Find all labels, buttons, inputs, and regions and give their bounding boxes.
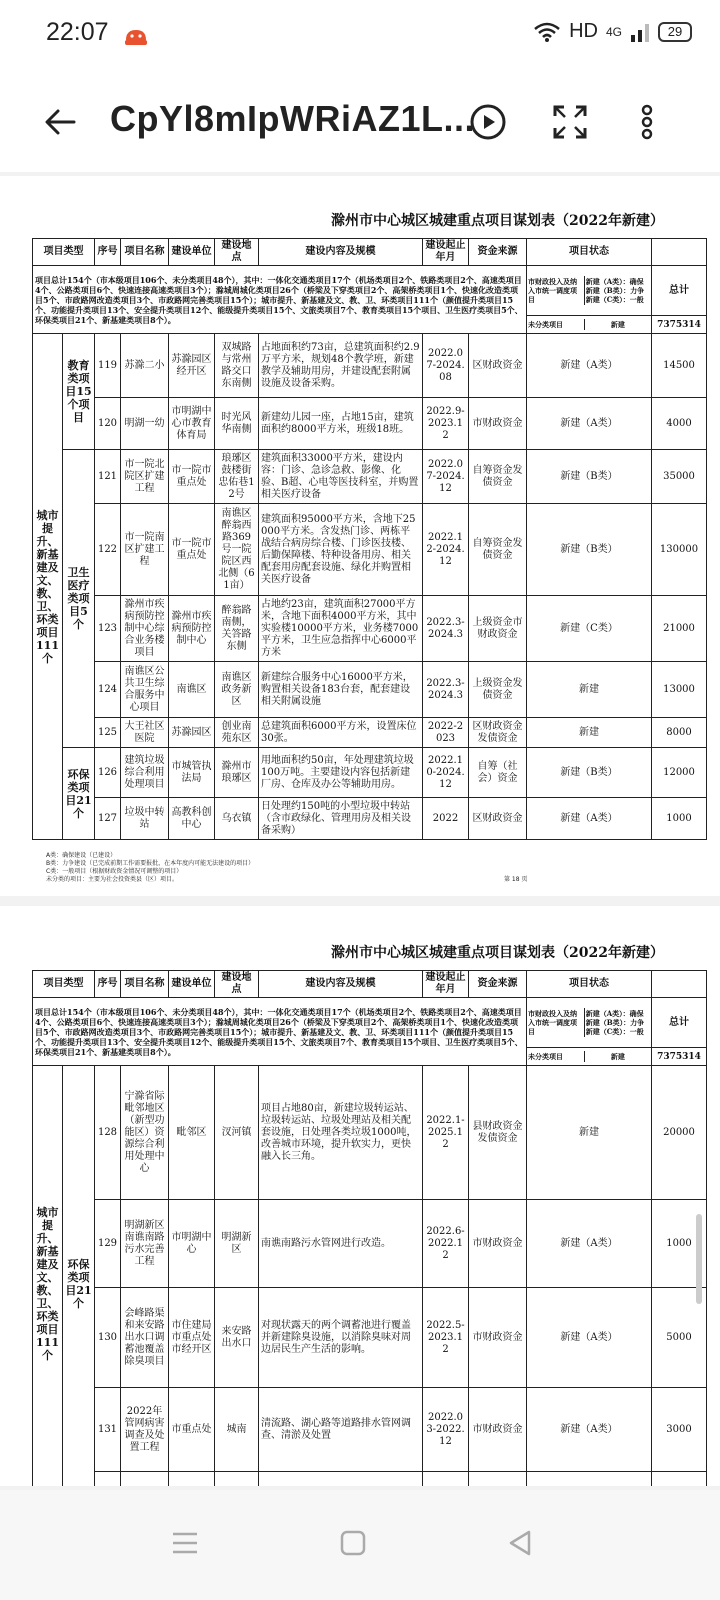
wifi-icon <box>533 21 561 43</box>
row-content: 新建综合服务中心16000平方米，购置相关设备183台套，配套建设相关附属设施 <box>259 662 423 718</box>
row-location: 南谯区政务新区 <box>215 662 259 718</box>
page-title: 滁州市中心城区城建重点项目谋划表（2022年新建） <box>331 945 664 961</box>
row-content: 建筑面积95000平方米，含地下25000平方米。含发热门诊、两栋平战结合病房综合楼、门诊医技楼、后勤保障楼、特种设备用房、相关配套用房配套设施、绿化并购置相关医疗设备 <box>259 504 423 596</box>
row-funding: 市财政资金 <box>469 1388 527 1472</box>
sub-category-env: 环保类项目21个 <box>63 748 95 840</box>
table-row <box>33 1472 707 1487</box>
battery-level: 29 <box>667 23 683 39</box>
header-funding: 资金来源 <box>469 971 527 998</box>
footnote: 未分类的项目：主要为社会投资类县（区）项目。 <box>46 876 179 883</box>
table-row <box>33 398 707 450</box>
row-location: 时光风华南侧 <box>215 398 259 450</box>
row-content: 清流路、湖心路等道路排水管网调查、清淤及处置 <box>259 1388 423 1472</box>
row-funding: 区财政资金发债资金 <box>469 718 527 748</box>
app-notification-icon <box>122 22 150 50</box>
row-name: 市一院南区扩建工程 <box>121 504 169 596</box>
row-location: 明湖新区 <box>215 1200 259 1288</box>
row-amount: 4000 <box>652 398 707 450</box>
header-row <box>33 239 707 266</box>
row-name: 垃圾中转站 <box>121 798 169 840</box>
status-legend <box>527 266 652 316</box>
row-no: 121 <box>95 450 121 504</box>
table-row <box>33 596 707 662</box>
status-header-mid: 新建（A类）：确保 新建（B类）：力争 新建（C类）：一般 <box>585 277 645 304</box>
header-location: 建设地点 <box>215 971 259 998</box>
row-unit: 市明湖中心市教育体育局 <box>169 398 215 450</box>
row-period: 2022.07-2024.12 <box>423 450 469 504</box>
row-status: 新建（A类） <box>527 1200 652 1288</box>
page-title: 滁州市中心城区城建重点项目谋划表（2022年新建） <box>331 213 664 229</box>
row-funding: 市财政资金 <box>469 1200 527 1288</box>
row-amount: 20000 <box>652 1066 707 1200</box>
project-table <box>32 238 707 840</box>
scrollbar-thumb[interactable] <box>696 1214 702 1304</box>
row-funding: 县财政资金发债资金 <box>469 1066 527 1200</box>
table-row <box>33 504 707 596</box>
row-unit: 南谯区 <box>169 662 215 718</box>
table-row <box>33 1200 707 1288</box>
row-content: 日处理约150吨的小型垃圾中转站（含市政绿化、管理用房及相关设备采购） <box>259 798 423 840</box>
system-navigation-bar <box>0 1490 720 1600</box>
row-status: 新建（A类） <box>527 334 652 398</box>
unclassified-label: 未分类项目 <box>527 319 585 330</box>
more-options-icon[interactable] <box>632 102 662 142</box>
row-period: 2022.3-2024.3 <box>423 596 469 662</box>
row-name: 建筑垃圾综合利用处理项目 <box>121 748 169 798</box>
table-row <box>33 1288 707 1388</box>
row-no: 119 <box>95 334 121 398</box>
row-name: 会峰路渠和来安路出水口调蓄池覆盖除臭项目 <box>121 1288 169 1388</box>
row-content: 南谯南路污水管网进行改造。 <box>259 1200 423 1288</box>
row-status: 新建（A类） <box>527 1288 652 1388</box>
row-period: 2022-2023 <box>423 718 469 748</box>
header-status: 项目状态 <box>527 971 652 998</box>
header-unit: 建设单位 <box>169 971 215 998</box>
project-table <box>32 970 707 1486</box>
row-amount: 13000 <box>652 662 707 718</box>
header-type: 项目类型 <box>33 971 95 998</box>
row-amount: 12000 <box>652 748 707 798</box>
header-period: 建设起止年月 <box>423 971 469 998</box>
row-no: 126 <box>95 748 121 798</box>
row-status: 新建（B类） <box>527 504 652 596</box>
header-unit: 建设单位 <box>169 239 215 266</box>
table-row <box>33 718 707 748</box>
row-status: 新建 <box>527 1066 652 1200</box>
app-bar <box>0 72 720 172</box>
category-main: 城市提升、新基建及文、教、卫、环类项目111个 <box>33 1066 63 1487</box>
row-content: 总建筑面积6000平方米，设置床位30张。 <box>259 718 423 748</box>
summary-row <box>33 266 707 316</box>
row-name: 滁州市疾病预防控制中心综合业务楼项目 <box>121 596 169 662</box>
row-unit: 苏滁园区经开区 <box>169 334 215 398</box>
row-funding: 市财政资金 <box>469 398 527 450</box>
row-amount: 3000 <box>652 1388 707 1472</box>
row-no: 125 <box>95 718 121 748</box>
row-name: 大王社区医院 <box>121 718 169 748</box>
footnote: C类：一般项目（根据财政资金情况可调整的项目） <box>46 868 183 875</box>
row-period: 2022.12-2024.12 <box>423 504 469 596</box>
row-unit: 苏滁园区 <box>169 718 215 748</box>
row-content: 项目占地80亩，新建垃圾转运站、垃圾转运站、垃圾处理站及相关配套设施，日处理各类垃圾1000吨，改善城市环境，提升软实力，更快融入长三角。 <box>259 1066 423 1200</box>
summary-text: 项目总计154个（市本级项目106个、未分类项目48个），其中：一体化交通类项目17个（机场类项目2个、铁路类项目2个、高速类项目4个、公路类项目6个、快速连接高速类项目3个）；滁城周城化类项目26个（桥梁及下穿类项目2个、高架桥类项目1个、快速化改造类项目5个、市政路网改造类项目3个、市政路网完善类项目15个）；城市提升、新基建及文、教、卫、环类项目111个（颜值提升类项目15个、功能提升类项目13个、安全提升类项目12个、能级提升类项目15个、文旅类项目7个、教育类项目15个项目、卫生医疗类项目5个、环保类项目21个、新基建类项目8个）。 <box>33 998 527 1066</box>
status-header-left: 市财政投入及纳入市统一调度项目 <box>527 276 585 305</box>
row-unit: 市一院市重点处 <box>169 450 215 504</box>
row-location: 南谯区醉翁西路369号一院院区西北侧（61亩） <box>215 504 259 596</box>
row-status: 新建（B类） <box>527 450 652 504</box>
row-amount: 130000 <box>652 504 707 596</box>
unclassified-status: 新建 <box>610 320 625 329</box>
row-status: 新建（C类） <box>527 596 652 662</box>
row-status: 新建（A类） <box>527 398 652 450</box>
back-icon[interactable] <box>505 1528 535 1558</box>
unclassified-status: 新建 <box>610 1052 625 1061</box>
row-period: 2022.5-2023.12 <box>423 1288 469 1388</box>
total-label: 总计 <box>652 266 707 316</box>
header-period: 建设起止年月 <box>423 239 469 266</box>
page-number: 第 18 页 <box>504 876 528 883</box>
row-status: 新建 <box>527 718 652 748</box>
document-title: CpYl8mIpWRiAZ1L... <box>110 98 476 139</box>
row-no: 127 <box>95 798 121 840</box>
status-icons <box>533 20 692 43</box>
header-funding: 资金来源 <box>469 239 527 266</box>
footnote: A类：确保建设（已建设） <box>46 852 117 859</box>
summary-row <box>33 998 707 1048</box>
menu-icon[interactable] <box>170 1528 200 1558</box>
total-label: 总计 <box>652 998 707 1048</box>
row-location: 创业南苑东区 <box>215 718 259 748</box>
row-no: 123 <box>95 596 121 662</box>
row-content: 新建幼儿园一座，占地15亩，建筑面积约8000平方米，班级18班。 <box>259 398 423 450</box>
fullscreen-icon[interactable] <box>552 104 588 140</box>
row-content: 占地约23亩，建筑面积27000平方米，含地下面积4000平方米，其中实验楼10000平方米，业务楼7000平方米，卫生应急指挥中心6000平方米 <box>259 596 423 662</box>
row-funding: 上级资金市财政资金 <box>469 596 527 662</box>
pdf-page-2[interactable] <box>0 906 720 1486</box>
status-time: 22:07 <box>46 18 109 46</box>
row-period: 2022.3-2024.3 <box>423 662 469 718</box>
row-amount: 1000 <box>652 1200 707 1288</box>
status-bar <box>0 0 720 72</box>
row-amount: 1000 <box>652 798 707 840</box>
header-name: 项目名称 <box>121 971 169 998</box>
row-no: 131 <box>95 1388 121 1472</box>
row-name: 明湖一幼 <box>121 398 169 450</box>
row-location: 城南 <box>215 1388 259 1472</box>
category-main: 城市提升、新基建及文、教、卫、环类项目111个 <box>33 334 63 840</box>
row-name: 市一院北院区扩建工程 <box>121 450 169 504</box>
row-unit: 市明湖中心 <box>169 1200 215 1288</box>
row-name: 南谯区公共卫生综合服务中心项目 <box>121 662 169 718</box>
row-status: 新建（A类） <box>527 1388 652 1472</box>
row-no: 120 <box>95 398 121 450</box>
row-content: 用地面积约50亩，年处理建筑垃圾100万吨。主要建设内容包括新建厂房、仓库及办公等辅助用房。 <box>259 748 423 798</box>
header-content: 建设内容及规模 <box>259 239 423 266</box>
row-period: 2022.03-2022.12 <box>423 1388 469 1472</box>
row-unit: 市重点处 <box>169 1388 215 1472</box>
row-status: 新建 <box>527 662 652 718</box>
header-status: 项目状态 <box>527 239 652 266</box>
row-amount: 35000 <box>652 450 707 504</box>
table-row <box>33 334 707 398</box>
row-period: 2022.1-2025.12 <box>423 1066 469 1200</box>
footnotes <box>46 852 254 884</box>
play-icon[interactable] <box>468 102 508 142</box>
row-unit: 市一院市重点处 <box>169 504 215 596</box>
row-location: 双城路与常州路交口东南侧 <box>215 334 259 398</box>
row-period: 2022.9-2023.12 <box>423 398 469 450</box>
row-status: 新建（B类） <box>527 748 652 798</box>
row-location: 来安路出水口 <box>215 1288 259 1388</box>
battery-icon <box>658 22 692 42</box>
row-period: 2022 <box>423 798 469 840</box>
row-amount: 21000 <box>652 596 707 662</box>
row-name: 宁滁省际毗邻地区（新型功能区）资源综合利用处理中心 <box>121 1066 169 1200</box>
row-location: 滁州市琅琊区 <box>215 748 259 798</box>
header-content: 建设内容及规模 <box>259 971 423 998</box>
header-no: 序号 <box>95 971 121 998</box>
header-name: 项目名称 <box>121 239 169 266</box>
row-no: 128 <box>95 1066 121 1200</box>
row-content: 对现状露天的两个调蓄池进行覆盖并新建除臭设施，以消除臭味对周边居民生产生活的影响。 <box>259 1288 423 1388</box>
header-no: 序号 <box>95 239 121 266</box>
row-location: 醉翁路南侧，关答路东侧 <box>215 596 259 662</box>
back-arrow-icon[interactable] <box>40 102 80 142</box>
sub-category-health: 卫生医疗类项目5个 <box>63 450 95 748</box>
table-row <box>33 798 707 840</box>
row-unit: 高教科创中心 <box>169 798 215 840</box>
sub-category-env: 环保类项目21个 <box>63 1066 95 1487</box>
row-funding: 上级资金发债资金 <box>469 662 527 718</box>
header-row <box>33 971 707 998</box>
status-header-mid: 新建（A类）：确保 新建（B类）：力争 新建（C类）：一般 <box>585 1009 645 1036</box>
row-funding: 自筹（社会）资金 <box>469 748 527 798</box>
row-funding: 自筹资金发债资金 <box>469 450 527 504</box>
row-amount: 8000 <box>652 718 707 748</box>
row-funding: 区财政资金 <box>469 334 527 398</box>
row-location: 汊河镇 <box>215 1066 259 1200</box>
row-content: 建筑面积33000平方米，建设内容：门诊、急诊急救、影像、化验、B超、心电等医技科室，并购置相关医疗设备 <box>259 450 423 504</box>
row-period: 2022.10-2024.12 <box>423 748 469 798</box>
pdf-page-1[interactable] <box>0 176 720 896</box>
row-amount: 14500 <box>652 334 707 398</box>
table-row <box>33 662 707 718</box>
footnote: B类：力争建设（已完成前期工作需要报批，在本年度内可能无法建设的项目） <box>46 860 255 867</box>
row-period: 2022.07-2024.08 <box>423 334 469 398</box>
row-amount: 5000 <box>652 1288 707 1388</box>
summary-text: 项目总计154个（市本级项目106个、未分类项目48个），其中：一体化交通类项目17个（机场类项目2个、铁路类项目2个、高速类项目4个、公路类项目6个、快速连接高速类项目3个）；滁城周城化类项目26个（桥梁及下穿类项目2个、高架桥类项目1个、快速化改造类项目5个、市政路网改造类项目3个、市政路网完善类项目15个）；城市提升、新基建及文、教、卫、环类项目111个（颜值提升类项目15个、功能提升类项目13个、安全提升类项目12个、能级提升类项目15个、文旅类项目7个、教育类项目15个项目、卫生医疗类项目5个、环保类项目21个、新基建类项目8个）。 <box>33 266 527 334</box>
row-unit: 市城管执法局 <box>169 748 215 798</box>
row-no: 124 <box>95 662 121 718</box>
table-row <box>33 1388 707 1472</box>
home-icon[interactable] <box>338 1528 368 1558</box>
row-funding: 自筹资金发债资金 <box>469 504 527 596</box>
row-location: 琅琊区鼓楼街忠佑巷12号 <box>215 450 259 504</box>
table-row <box>33 450 707 504</box>
signal-icon <box>630 21 650 43</box>
row-unit: 滁州市疾病预防控制中心 <box>169 596 215 662</box>
sub-category-education: 教育类项目15个项目 <box>63 334 95 450</box>
unclassified-label: 未分类项目 <box>527 1051 585 1062</box>
row-content: 占地面积约73亩，总建筑面积约2.9万平方米，规划48个教学班，新建教学及辅助用房，并建设配套附属设施及设备采购。 <box>259 334 423 398</box>
total-value: 7375314 <box>652 316 707 334</box>
row-location: 乌衣镇 <box>215 798 259 840</box>
row-funding: 市财政资金 <box>469 1288 527 1388</box>
row-funding: 区财政资金 <box>469 798 527 840</box>
header-type: 项目类型 <box>33 239 95 266</box>
row-no: 122 <box>95 504 121 596</box>
row-name: 明湖新区南谯南路污水完善工程 <box>121 1200 169 1288</box>
row-unit: 毗邻区 <box>169 1066 215 1200</box>
network-label: HD <box>569 20 598 42</box>
status-legend <box>527 998 652 1048</box>
header-location: 建设地点 <box>215 239 259 266</box>
row-period: 2022.6-2022.12 <box>423 1200 469 1288</box>
row-no: 130 <box>95 1288 121 1388</box>
row-name: 苏滁二小 <box>121 334 169 398</box>
signal-label: 4G <box>605 24 622 39</box>
table-row <box>33 1066 707 1200</box>
table-row <box>33 748 707 798</box>
row-status: 新建（A类） <box>527 798 652 840</box>
status-header-left: 市财政投入及纳入市统一调度项目 <box>527 1008 585 1037</box>
total-value: 7375314 <box>652 1048 707 1066</box>
row-no: 129 <box>95 1200 121 1288</box>
row-name: 2022年管网病害调查及处置工程 <box>121 1388 169 1472</box>
row-unit: 市住建局市重点处市经开区 <box>169 1288 215 1388</box>
